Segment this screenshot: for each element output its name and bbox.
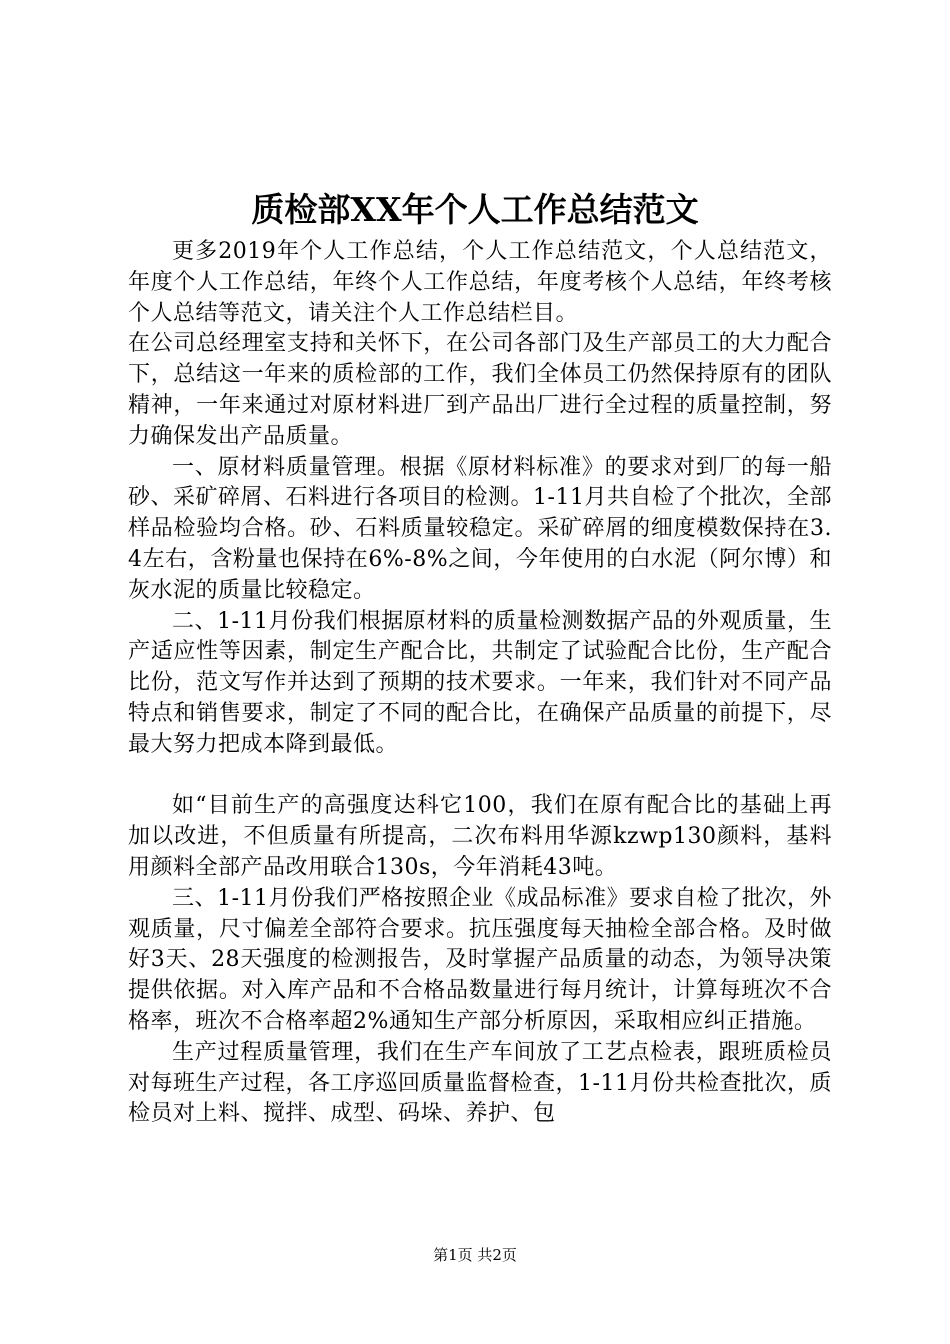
paragraph-spacer	[128, 761, 832, 792]
paragraph-example: 如“目前生产的高强度达科它100，我们在原有配合比的基础上再加以改进，不但质量有所提高，二次布料用华源kzwp130颜料，基料用颜料全部产品改用联合130s，今年消耗43吨。	[128, 793, 832, 880]
paragraph-raw-materials: 一、原材料质量管理。根据《原材料标准》的要求对到厂的每一船砂、采矿碎屑、石料进行各项目的检测。1-11月共自检了个批次，全部样品检验均合格。砂、石料质量较稳定。采矿碎屑的细度模数保持在3.4左右，含粉量也保持在6%-8%之间，今年使用的白水泥（阿尔博）和灰水泥的质量比较稳定。	[128, 454, 832, 603]
paragraph-process-quality: 生产过程质量管理，我们在生产车间放了工艺点检表，跟班质检员对每班生产过程，各工序巡回质量监督检查，1-11月份共检查批次，质检员对上料、搅拌、成型、码垛、养护、包	[128, 1039, 832, 1127]
paragraph-mix-ratio: 二、1-11月份我们根据原材料的质量检测数据产品的外观质量，生产适应性等因素，制定生产配合比，共制定了试验配合比份，生产配合比份，范文写作并达到了预期的技术要求。一年来，我们针对不同产品特点和销售要求，制定了不同的配合比，在确保产品质量的前提下，尽最大努力把成本降到最低。	[128, 608, 832, 757]
page-footer: 第1页 共2页	[433, 1246, 517, 1264]
paragraph-finished-products: 三、1-11月份我们严格按照企业《成品标准》要求自检了批次，外观质量，尺寸偏差全部符合要求。抗压强度每天抽检全部合格。及时做好3天、28天强度的检测报告，及时掌握产品质量的动态，为领导决策提供依据。对入库产品和不合格品数量进行每月统计，计算每班次不合格率，班次不合格率超2%通知生产部分析原因，采取相应纠正措施。	[128, 885, 832, 1034]
document-body	[128, 237, 832, 1130]
paragraph-overview: 在公司总经理室支持和关怀下，在公司各部门及生产部员工的大力配合下，总结这一年来的质检部的工作，我们全体员工仍然保持原有的团队精神，一年来通过对原材料进厂到产品出厂进行全过程的质量控制，努力确保发出产品质量。	[128, 331, 832, 449]
paragraph-intro: 更多2019年个人工作总结，个人工作总结范文，个人总结范文，年度个人工作总结，年终个人工作总结，年度考核个人总结，年终考核个人总结等范文，请关注个人工作总结栏目。	[128, 239, 832, 326]
document-title: 质检部XX年个人工作总结范文	[251, 190, 699, 229]
